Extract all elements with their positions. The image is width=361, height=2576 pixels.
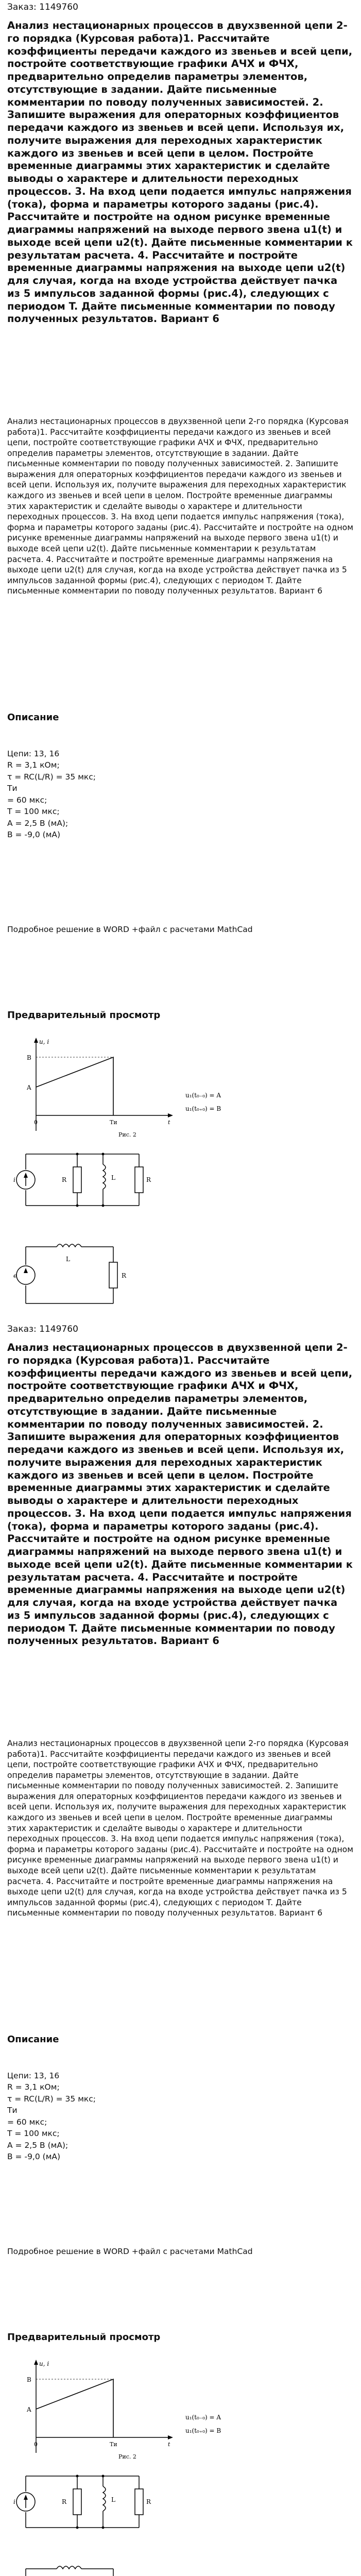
- pulse-shape: [36, 2379, 113, 2437]
- origin-label: 0: [34, 2441, 38, 2448]
- circuit-diagram-16: [10, 2558, 144, 2576]
- resistor-label: R: [62, 1176, 67, 1183]
- parameter-line: R = 3,1 кОм;: [7, 760, 60, 770]
- resistor-icon: [73, 2489, 81, 2515]
- solution-note: Подробное решение в WORD +файл с расчетами MathCad: [7, 925, 253, 934]
- tu-label: Tи: [110, 1119, 117, 1126]
- a-label: A: [27, 2406, 31, 2413]
- parameter-line: B = -9,0 (мА): [7, 830, 61, 840]
- order-description: Анализ нестационарных процессов в двухзвенной цепи 2-го порядка (Курсовая работа)1. Рассчитайте коэффициенты передачи каждого из звеньев и всей цепи, постройте соответствующие графики АЧХ и ФЧХ, предварительно определив параметры элементов, отсутствующие в задании. Дайте письменные комментарии по поводу полученных зависимостей. 2. Запишите выражения для операторных коэффициентов передачи каждого из звеньев и всей цепи. Используя их, получите выражения для переходных характеристик каждого из звеньев и всей цепи в целом. Постройте временные диаграммы этих характеристик и сделайте выводы о характере и длительности переходных процессов. 3. На вход цепи подается импульс напряжения (тока), форма и параметры которого заданы (рис.4). Рассчитайте и постройте на одном рисунке временные диаграммы напряжений на выходе первого звена u1(t) и выходе всей цепи u2(t). Дайте письменные комментарии к результатам расчета. 4. Рассчитайте и постройте временные диаграммы напряжения на выходе цепи u2(t) для случая, когда на входе устройства действует пачка из 5 импульсов заданной формы (рис.4), следующих с периодом T. Дайте письменные комментарии по поводу полученных результатов. Вариант 6: [7, 417, 353, 596]
- parameter-line: Tи: [7, 784, 18, 793]
- resistor-icon: [73, 1167, 81, 1193]
- b-label: B: [27, 2376, 31, 2383]
- figure-caption: Рис. 2: [118, 2453, 136, 2460]
- parameter-line: = 60 мкс;: [7, 2117, 47, 2127]
- load-resistor-icon: [135, 1167, 143, 1193]
- parameter-line: Цепи: 13, 16: [7, 2071, 60, 2080]
- resistor-label: R: [122, 1272, 127, 1279]
- formula-1: u₁(t₀₋₀) = A: [185, 1092, 221, 1099]
- parameter-line: R = 3,1 кОм;: [7, 2082, 60, 2092]
- parameters-list: [7, 2070, 96, 2163]
- node: [76, 1205, 79, 1207]
- node: [102, 1205, 105, 1207]
- tu-label: Tи: [110, 2441, 117, 2448]
- parameter-line: Tи: [7, 2106, 18, 2115]
- y-axis-arrow: [34, 2360, 38, 2365]
- solution-note: Подробное решение в WORD +файл с расчетами MathCad: [7, 2247, 253, 2256]
- order-title: Анализ нестационарных процессов в двухзвенной цепи 2-го порядка (Курсовая работа)1. Рассчитайте коэффициенты передачи каждого из звеньев и всей цепи, постройте соответствующие графики АЧХ и ФЧХ, предварительно определив параметры элементов, отсутствующие в задании. Дайте письменные комментарии по поводу полученных зависимостей. 2. Запишите выражения для операторных коэффициентов передачи каждого из звеньев и всей цепи. Используя их, получите выражения для переходных характеристик каждого из звеньев и всей цепи в целом. Постройте временные диаграммы этих характеристик и сделайте выводы о характере и длительности переходных процессов. 3. На вход цепи подается импульс напряжения (тока), форма и параметры которого заданы (рис.4). Рассчитайте и постройте на одном рисунке временные диаграммы напряжений на выходе первого звена u1(t) и выходе всей цепи u2(t). Дайте письменные комментарии к результатам расчета. 4. Рассчитайте и постройте временные диаграммы напряжения на выходе цепи u2(t) для случая, когда на входе устройства действует пачка из 5 импульсов заданной формы (рис.4), следующих с периодом T. Дайте письменные комментарии по поводу полученных результатов. Вариант 6: [7, 1342, 353, 1647]
- parameter-line: A = 2,5 В (мА);: [7, 818, 68, 828]
- origin-label: 0: [34, 1119, 38, 1126]
- pulse-shape: [36, 1057, 113, 1115]
- y-axis-label: u, i: [39, 2360, 49, 2367]
- circuit-diagram-13: [10, 2466, 165, 2538]
- description-heading: Описание: [7, 2034, 59, 2045]
- node: [76, 2527, 79, 2529]
- figure-caption: Рис. 2: [118, 1131, 136, 1138]
- formula-2: u₁(t₀₊₀) = B: [185, 2427, 221, 2434]
- y-axis-label: u, i: [39, 1038, 49, 1045]
- source-arrow: [24, 2495, 28, 2500]
- order-title: Анализ нестационарных процессов в двухзвенной цепи 2-го порядка (Курсовая работа)1. Рассчитайте коэффициенты передачи каждого из звеньев и всей цепи, постройте соответствующие графики АЧХ и ФЧХ, предварительно определив параметры элементов, отсутствующие в задании. Дайте письменные комментарии по поводу полученных зависимостей. 2. Запишите выражения для операторных коэффициентов передачи каждого из звеньев и всей цепи. Используя их, получите выражения для переходных характеристик каждого из звеньев и всей цепи в целом. Постройте временные диаграммы этих характеристик и сделайте выводы о характере и длительности переходных процессов. 3. На вход цепи подается импульс напряжения (тока), форма и параметры которого заданы (рис.4). Рассчитайте и постройте на одном рисунке временные диаграммы напряжений на выходе первого звена u1(t) и выходе всей цепи u2(t). Дайте письменные комментарии к результатам расчета. 4. Рассчитайте и постройте временные диаграммы напряжения на выходе цепи u2(t) для случая, когда на входе устройства действует пачка из 5 импульсов заданной формы (рис.4), следующих с периодом T. Дайте письменные комментарии по поводу полученных результатов. Вариант 6: [7, 20, 353, 325]
- inductor-icon: [57, 2566, 81, 2569]
- parameter-line: = 60 мкс;: [7, 795, 47, 805]
- order-label: Заказ: 1149760: [7, 2, 78, 12]
- formula-1: u₁(t₀₋₀) = A: [185, 2414, 221, 2421]
- inductor-label: L: [111, 2496, 115, 2503]
- inductor-label: L: [66, 1256, 70, 1263]
- preview-heading: Предварительный просмотр: [7, 2332, 161, 2343]
- load-label: R: [146, 1176, 151, 1183]
- formula-2: u₁(t₀₊₀) = B: [185, 1105, 221, 1112]
- preview-heading: Предварительный просмотр: [7, 1010, 161, 1021]
- pulse-diagram: [15, 2358, 257, 2461]
- circuit-diagram-13: [10, 1144, 165, 1216]
- node: [76, 2475, 79, 2478]
- inductor-icon: [103, 1164, 106, 1189]
- load-label: R: [146, 2498, 151, 2505]
- node: [102, 1153, 105, 1156]
- node: [102, 2475, 105, 2478]
- parameter-line: τ = RC(L/R) = 35 мкс;: [7, 772, 96, 782]
- load-resistor-icon: [135, 2489, 143, 2515]
- source-arrow: [24, 1268, 28, 1273]
- x-axis-arrow: [168, 2435, 173, 2439]
- source-label: i: [13, 1176, 15, 1183]
- source-label: i: [13, 2498, 15, 2505]
- parameter-line: B = -9,0 (мА): [7, 2152, 61, 2162]
- source-arrow: [24, 1173, 28, 1178]
- x-axis-arrow: [168, 1113, 173, 1117]
- t-label: t: [168, 1119, 170, 1126]
- a-label: A: [27, 1084, 31, 1091]
- source-label: e: [13, 1272, 18, 1279]
- pulse-diagram: [15, 1036, 257, 1139]
- node: [102, 2527, 105, 2529]
- parameters-list: [7, 748, 96, 841]
- parameter-line: τ = RC(L/R) = 35 мкс;: [7, 2094, 96, 2104]
- description-heading: Описание: [7, 712, 59, 723]
- inductor-icon: [103, 2486, 106, 2511]
- parameter-line: T = 100 мкс;: [7, 2129, 60, 2139]
- resistor-icon: [109, 1262, 117, 1288]
- node: [76, 1153, 79, 1156]
- y-axis-arrow: [34, 1038, 38, 1043]
- inductor-icon: [57, 1244, 81, 1247]
- parameter-line: Цепи: 13, 16: [7, 749, 60, 758]
- inductor-label: L: [111, 1174, 115, 1181]
- parameter-line: A = 2,5 В (мА);: [7, 2140, 68, 2150]
- order-label: Заказ: 1149760: [7, 1324, 78, 1334]
- order-description: Анализ нестационарных процессов в двухзвенной цепи 2-го порядка (Курсовая работа)1. Рассчитайте коэффициенты передачи каждого из звеньев и всей цепи, постройте соответствующие графики АЧХ и ФЧХ, предварительно определив параметры элементов, отсутствующие в задании. Дайте письменные комментарии по поводу полученных зависимостей. 2. Запишите выражения для операторных коэффициентов передачи каждого из звеньев и всей цепи. Используя их, получите выражения для переходных характеристик каждого из звеньев и всей цепи в целом. Постройте временные диаграммы этих характеристик и сделайте выводы о характере и длительности переходных процессов. 3. На вход цепи подается импульс напряжения (тока), форма и параметры которого заданы (рис.4). Рассчитайте и постройте на одном рисунке временные диаграммы напряжений на выходе первого звена u1(t) и выходе всей цепи u2(t). Дайте письменные комментарии к результатам расчета. 4. Рассчитайте и постройте временные диаграммы напряжения на выходе цепи u2(t) для случая, когда на входе устройства действует пачка из 5 импульсов заданной формы (рис.4), следующих с периодом T. Дайте письменные комментарии по поводу полученных результатов. Вариант 6: [7, 1739, 353, 1918]
- resistor-label: R: [62, 2498, 67, 2505]
- parameter-line: T = 100 мкс;: [7, 807, 60, 817]
- circuit-diagram-16: [10, 1236, 144, 1314]
- b-label: B: [27, 1054, 31, 1061]
- t-label: t: [168, 2441, 170, 2448]
